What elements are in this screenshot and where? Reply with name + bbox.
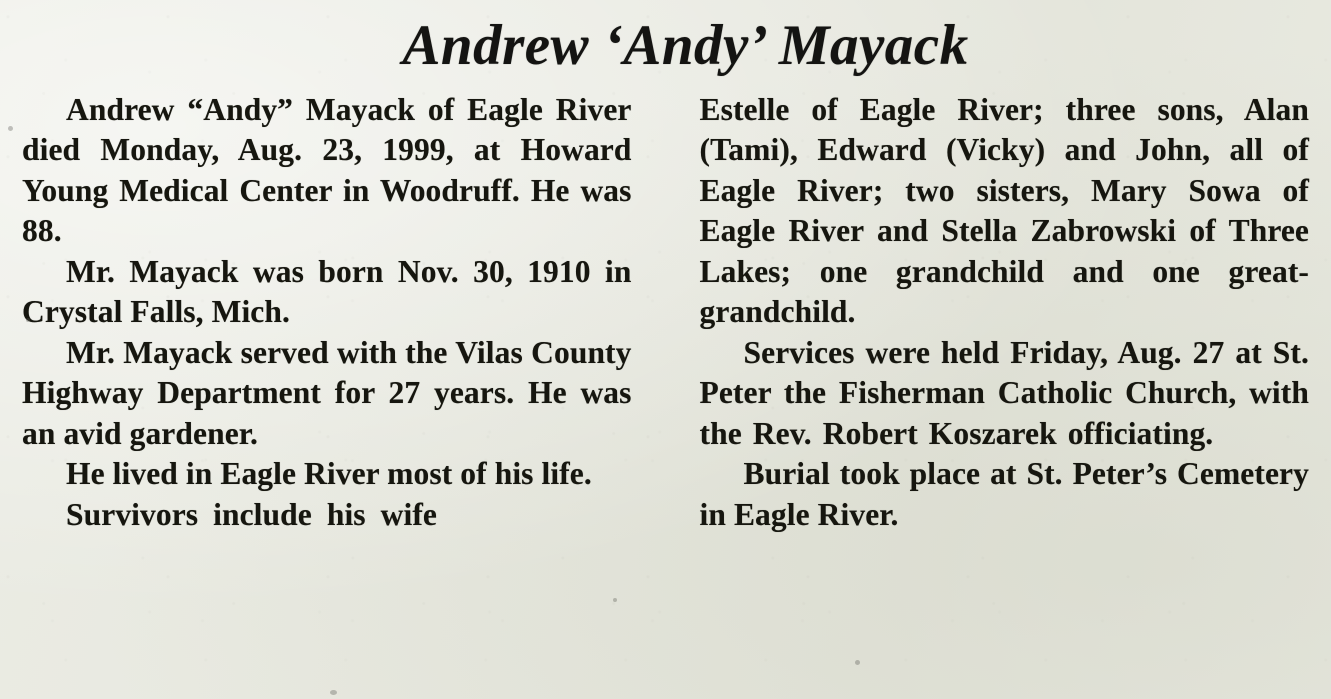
paragraph: Andrew “Andy” Mayack of Eagle River died Monday, Aug. 23, 1999, at Howard Young Medical Center in Woodruff. He was 88. — [22, 91, 632, 249]
paragraph: He lived in Eagle River most of his life. — [66, 456, 592, 492]
paragraph: Survivors include his wife — [66, 496, 438, 532]
paragraph: Burial took place at St. Peter’s Cemetery in Eagle River. — [699, 456, 1309, 532]
page-title: Andrew ‘Andy’ Mayack — [402, 14, 969, 77]
paper-speck — [855, 660, 860, 665]
paper-speck — [8, 126, 13, 131]
left-column — [22, 90, 666, 536]
paragraph: Mr. Mayack served with the Vilas County Highway Department for 27 years. He was an avid gardener. — [22, 334, 632, 451]
paragraph: Estelle of Eagle River; three sons, Alan (Tami), Edward (Vicky) and John, all of Eagle River; two sisters, Mary Sowa of Eagle River and Stella Zabrowski of Three Lakes; one grandchild and one great-grandchild. — [699, 91, 1309, 330]
paragraph: Services were held Friday, Aug. 27 at St. Peter the Fisherman Catholic Church, with the Rev. Robert Koszarek officiating. — [699, 334, 1309, 451]
article-columns — [22, 90, 1309, 536]
paper-speck — [613, 598, 617, 602]
right-column — [666, 90, 1310, 536]
paper-speck — [330, 690, 337, 695]
paragraph: Mr. Mayack was born Nov. 30, 1910 in Crystal Falls, Mich. — [22, 253, 632, 330]
